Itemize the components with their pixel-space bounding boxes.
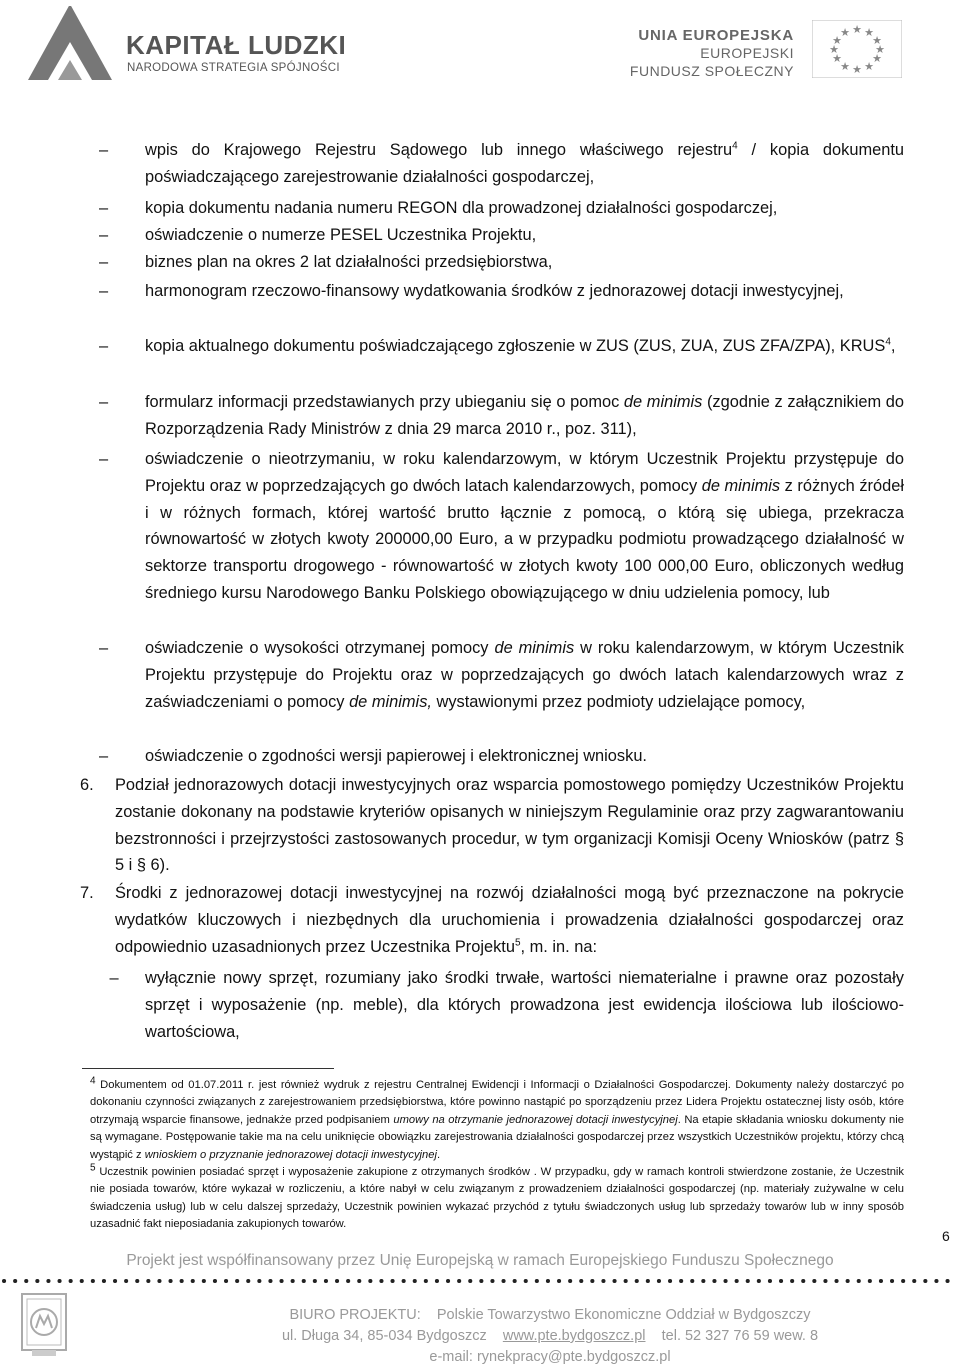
footnote-4: 4 Dokumentem od 01.07.2011 r. jest również wydruk z rejestru Centralnej Ewidencji i Informacji o Działalności Gospodarczej. Dokumenty należy dostarczyć po dokonaniu czynności związanych z zarejestrowaniem przedsiębiorstwa, które powinno nastąpić po sporządzeniu przez Lidera Projektu ostatecznej listy osób, które otrzymają wsparcie finansowe, jednakże przed podpisaniem umowy na otrzymanie jednorazowej dotacji inwestycyjnej. Na etapie składania wniosku dokumenty nie są wymagane. Postępowanie takie ma na celu uniknięcie obowiązku zarejestrowania działalności gospodarczej przez wszystkich Uczestników projektu, którzy chcą wystąpić z wnioskiem o przyznanie jednorazowej dotacji inwestycyjnej.	[90, 1075, 904, 1161]
list-item: – oświadczenie o nieotrzymaniu, w roku kalendarzowym, w którym Uczestnik Projektu przystępuje do Projektu oraz w poprzedzających go dwóch latach kalendarzowych, pomocy de minimis z różnych źródeł i w różnych formach, której wartość brutto łącznie z pomocą, o którą się ubiega, przekracza równowartość w złotych kwoty 200000,00 Euro, a w przypadku podmiotu prowadzącego działalność w sektorze transportu drogowego - równowartość w złotych kwoty 100 000,00 Euro, obliczonych według średniego kursu Narodowego Banku Polskiego obowiązującego w dniu udzielenia pomocy, lub	[145, 446, 904, 607]
footnotes	[90, 1077, 904, 1234]
paragraph-number: 6.	[80, 776, 94, 794]
footer-office-line: BIURO PROJEKTU: Polskie Towarzystwo Ekonomiczne Oddział w Bydgoszczy	[289, 1307, 811, 1323]
dash-bullet: –	[99, 141, 109, 159]
pte-logo	[14, 1290, 74, 1360]
page-number: 6	[942, 1228, 950, 1244]
list-item: – oświadczenie o wysokości otrzymanej pomocy de minimis w roku kalendarzowym, w którym Uczestnik Projektu przystępuje do Projektu oraz w poprzedzających go dwóch latach kalendarzowych wraz z zaświadczeniami o pomocy de minimis, wystawionymi przez podmioty udzielające pomocy,	[145, 635, 904, 715]
list-item: – harmonogram rzeczowo-finansowy wydatkowania środków z jednorazowej dotacji inwestycyjnej,	[145, 278, 904, 305]
dash-bullet: –	[109, 969, 119, 987]
kapital-ludzki-title: KAPITAŁ LUDZKI	[126, 30, 347, 60]
dash-bullet: –	[99, 450, 109, 468]
dash-bullet: –	[99, 199, 109, 217]
list-item: – oświadczenie o numerze PESEL Uczestnika Projektu,	[145, 222, 904, 249]
svg-text:★: ★	[872, 52, 882, 65]
footnote-5: 5 Uczestnik powinien posiadać sprzęt i wyposażenie zakupione z otrzymanych środków . W przypadku, gdy w ramach kontroli stwierdzone zostanie, że Uczestnik nie posiada towarów, które wykazał w rozliczeniu, a które nabył w celu związanym z prowadzeniem działalności gospodarczej (np. materiały zużywalne w celu świadczenia usług) lub w celu dalszej sprzedaży, Uczestnik powinien wykazać przychód z tytułu świadczonych usług lub sprzedaży towarów lub w inny sposób uzasadnić fakt nieposiadania zakupionych towarów.	[90, 1162, 904, 1231]
svg-text:★: ★	[852, 63, 862, 76]
kapital-ludzki-subtitle: NARODOWA STRATEGIA SPÓJNOŚCI	[127, 62, 340, 74]
dash-bullet: –	[99, 747, 109, 765]
list-item: – wpis do Krajowego Rejestru Sądowego lub innego właściwego rejestru$^4$ / kopia dokumentu poświadczającego zarejestrowanie działalności gospodarczej,	[145, 137, 904, 191]
svg-text:★: ★	[832, 52, 842, 65]
list-item: – formularz informacji przedstawianych przy ubieganiu się o pomoc de minimis (zgodnie z załącznikiem do Rozporządzenia Rady Ministrów z dnia 29 marca 2010 r., poz. 311),	[145, 389, 904, 443]
eu-flag-icon	[812, 20, 902, 78]
list-item: – biznes plan na okres 2 lat działalności przedsiębiorstwa,	[145, 249, 904, 276]
cofinancing-note: Projekt jest współfinansowany przez Unię Europejską w ramach Europejskiego Funduszu Społecznego	[126, 1252, 834, 1269]
footer-contact	[230, 1305, 870, 1368]
svg-text:★: ★	[864, 60, 874, 73]
dash-bullet: –	[99, 393, 109, 411]
list-item: – kopia dokumentu nadania numeru REGON dla prowadzonej działalności gospodarczej,	[145, 195, 904, 222]
page-header	[0, 0, 960, 100]
eu-title: UNIA EUROPEJSKA	[638, 27, 794, 44]
eu-subtitle-2: FUNDUSZ SPOŁECZNY	[629, 63, 794, 79]
list-item: – kopia aktualnego dokumentu poświadczającego zgłoszenie w ZUS (ZUS, ZUA, ZUS ZFA/ZPA), KRUS$^4$,	[145, 333, 904, 360]
svg-text:★: ★	[852, 23, 862, 36]
footnote-separator	[82, 1068, 334, 1069]
dash-bullet: –	[99, 639, 109, 657]
dotted-separator	[0, 1275, 960, 1287]
svg-text:★: ★	[832, 34, 842, 47]
svg-text:★: ★	[875, 43, 885, 56]
website-link[interactable]: www.pte.bydgoszcz.pl	[502, 1328, 646, 1344]
kapital-ludzki-logo	[8, 2, 118, 82]
dash-bullet: –	[99, 337, 109, 355]
dash-bullet: –	[99, 282, 109, 300]
numbered-paragraph-7: 7. Środki z jednorazowej dotacji inwestycyjnej na rozwój działalności mogą być przeznaczone na pokrycie wydatków kluczowych i niezbędnych dla uruchomienia i prowadzenia działalności gospodarczej oraz odpowiednio uzasadnionych przez Uczestnika Projektu$^5$, m. in. na:	[115, 880, 904, 960]
dash-bullet: –	[99, 226, 109, 244]
svg-text:★: ★	[840, 60, 850, 73]
list-item: – wyłącznie nowy sprzęt, rozumiany jako środki trwałe, wartości niematerialne i prawne oraz pozostały sprzęt i wyposażenie (np. meble), dla których prowadzona jest ewidencja ilościowa lub ilościowo-wartościowa,	[145, 965, 904, 1045]
footer-email-line: e-mail: rynekpracy@pte.bydgoszcz.pl	[429, 1349, 671, 1365]
svg-text:★: ★	[872, 34, 882, 47]
footer-address-line: ul. Długa 34, 85-034 Bydgoszcz www.pte.bydgoszcz.pl tel. 52 327 76 59 wew. 8	[281, 1328, 819, 1344]
numbered-paragraph-6: 6. Podział jednorazowych dotacji inwestycyjnych oraz wsparcia pomostowego pomiędzy Uczestników Projektu zostanie dokonany na podstawie kryteriów opisanych w niniejszym Regulaminie oraz przy zagwarantowaniu bezstronności i przejrzystości zastosowanych procedur, w tym organizacji Komisji Oceny Wniosków (patrz § 5 i § 6).	[115, 772, 904, 879]
eu-subtitle-1: EUROPEJSKI	[700, 45, 794, 61]
list-item: – oświadczenie o zgodności wersji papierowej i elektronicznej wniosku.	[145, 743, 904, 770]
dash-bullet: –	[99, 253, 109, 271]
svg-text:★: ★	[864, 26, 874, 39]
paragraph-number: 7.	[80, 884, 94, 902]
svg-text:★: ★	[829, 43, 839, 56]
svg-text:★: ★	[840, 26, 850, 39]
eu-text-block	[630, 27, 794, 80]
